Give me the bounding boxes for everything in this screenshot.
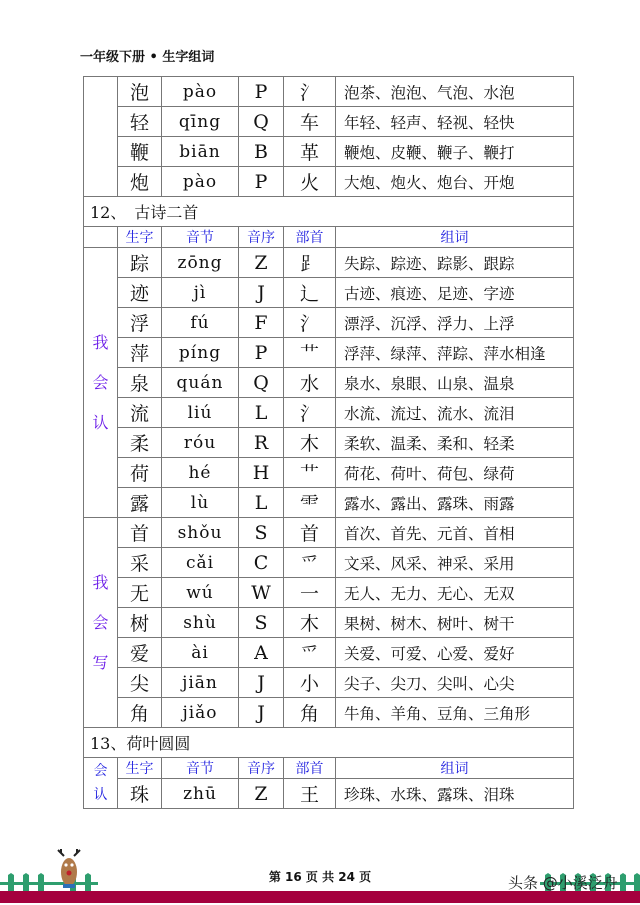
lesson-title: 12、 古诗二首 xyxy=(84,197,574,227)
side-label-char: 认 xyxy=(92,412,109,432)
words-cell: 露水、露出、露珠、雨露 xyxy=(336,488,574,518)
pinyin-cell: wú xyxy=(162,578,239,608)
pinyin-cell: liú xyxy=(162,398,239,428)
char-cell: 柔 xyxy=(118,428,162,458)
table-row xyxy=(84,488,574,518)
pinyin-cell: quán xyxy=(162,368,239,398)
table-row xyxy=(84,107,574,137)
table-row xyxy=(84,308,574,338)
column-header: 部首 xyxy=(284,758,336,779)
table-row xyxy=(84,248,574,278)
radical-cell: 艹 xyxy=(284,458,336,488)
char-cell: 踪 xyxy=(118,248,162,278)
words-cell: 尖子、尖刀、尖叫、心尖 xyxy=(336,668,574,698)
char-cell: 轻 xyxy=(118,107,162,137)
words-cell: 柔软、温柔、柔和、轻柔 xyxy=(336,428,574,458)
words-cell: 年轻、轻声、轻视、轻快 xyxy=(336,107,574,137)
char-cell: 露 xyxy=(118,488,162,518)
words-cell: 鞭炮、皮鞭、鞭子、鞭打 xyxy=(336,137,574,167)
table-row xyxy=(84,779,574,809)
radical-cell: 角 xyxy=(284,698,336,728)
side-label xyxy=(84,77,118,197)
table-row xyxy=(84,137,574,167)
initial-cell: S xyxy=(239,608,284,638)
side-label xyxy=(84,758,118,809)
char-cell: 迹 xyxy=(118,278,162,308)
words-cell: 珍珠、水珠、露珠、泪珠 xyxy=(336,779,574,809)
words-cell: 水流、流过、流水、流泪 xyxy=(336,398,574,428)
words-cell: 泡茶、泡泡、气泡、水泡 xyxy=(336,77,574,107)
radical-cell: ⻗ xyxy=(284,488,336,518)
initial-cell: J xyxy=(239,278,284,308)
column-header: 组词 xyxy=(336,758,574,779)
pinyin-cell: biān xyxy=(162,137,239,167)
column-header: 音节 xyxy=(162,227,239,248)
column-header-row xyxy=(84,227,574,248)
radical-cell: 木 xyxy=(284,608,336,638)
table-row xyxy=(84,578,574,608)
side-label xyxy=(84,518,118,728)
pinyin-cell: shǒu xyxy=(162,518,239,548)
side-label xyxy=(84,248,118,518)
initial-cell: A xyxy=(239,638,284,668)
side-label-char: 会 xyxy=(92,372,109,392)
side-label-blank xyxy=(84,227,118,248)
initial-cell: L xyxy=(239,488,284,518)
radical-cell: 木 xyxy=(284,428,336,458)
initial-cell: Z xyxy=(239,248,284,278)
radical-cell: 王 xyxy=(284,779,336,809)
char-cell: 炮 xyxy=(118,167,162,197)
pinyin-cell: ài xyxy=(162,638,239,668)
side-label-char: 写 xyxy=(92,652,109,672)
char-cell: 树 xyxy=(118,608,162,638)
initial-cell: P xyxy=(239,338,284,368)
char-cell: 泡 xyxy=(118,77,162,107)
table-row xyxy=(84,518,574,548)
page-header: 一年级下册 • 生字组词 xyxy=(80,50,215,65)
radical-cell: 氵 xyxy=(284,308,336,338)
pinyin-cell: pào xyxy=(162,77,239,107)
char-cell: 尖 xyxy=(118,668,162,698)
radical-cell: 火 xyxy=(284,167,336,197)
pinyin-cell: fú xyxy=(162,308,239,338)
char-cell: 爱 xyxy=(118,638,162,668)
initial-cell: L xyxy=(239,398,284,428)
column-header: 音节 xyxy=(162,758,239,779)
radical-cell: ⻊ xyxy=(284,248,336,278)
radical-cell: 艹 xyxy=(284,338,336,368)
initial-cell: H xyxy=(239,458,284,488)
words-cell: 漂浮、沉浮、浮力、上浮 xyxy=(336,308,574,338)
radical-cell: 氵 xyxy=(284,398,336,428)
initial-cell: J xyxy=(239,698,284,728)
table-row xyxy=(84,338,574,368)
table-row xyxy=(84,278,574,308)
pinyin-cell: róu xyxy=(162,428,239,458)
char-cell: 角 xyxy=(118,698,162,728)
table-row xyxy=(84,167,574,197)
char-cell: 浮 xyxy=(118,308,162,338)
table-row xyxy=(84,668,574,698)
radical-cell: 爫 xyxy=(284,548,336,578)
lesson-title: 13、荷叶圆圆 xyxy=(84,728,574,758)
pinyin-cell: jiān xyxy=(162,668,239,698)
initial-cell: R xyxy=(239,428,284,458)
column-header-row xyxy=(84,758,574,779)
pinyin-cell: píng xyxy=(162,338,239,368)
radical-cell: 小 xyxy=(284,668,336,698)
initial-cell: W xyxy=(239,578,284,608)
table-row xyxy=(84,458,574,488)
char-cell: 泉 xyxy=(118,368,162,398)
words-cell: 泉水、泉眼、山泉、温泉 xyxy=(336,368,574,398)
column-header: 部首 xyxy=(284,227,336,248)
initial-cell: S xyxy=(239,518,284,548)
radical-cell: 革 xyxy=(284,137,336,167)
radical-cell: 一 xyxy=(284,578,336,608)
words-cell: 荷花、荷叶、荷包、绿荷 xyxy=(336,458,574,488)
radical-cell: 氵 xyxy=(284,77,336,107)
initial-cell: P xyxy=(239,167,284,197)
initial-cell: F xyxy=(239,308,284,338)
column-header: 生字 xyxy=(118,227,162,248)
table-row xyxy=(84,548,574,578)
pinyin-cell: zōng xyxy=(162,248,239,278)
pinyin-cell: zhū xyxy=(162,779,239,809)
radical-cell: 水 xyxy=(284,368,336,398)
side-label-char: 会 xyxy=(92,612,109,632)
words-cell: 大炮、炮火、炮台、开炮 xyxy=(336,167,574,197)
radical-cell: 首 xyxy=(284,518,336,548)
initial-cell: Q xyxy=(239,107,284,137)
words-cell: 首次、首先、元首、首相 xyxy=(336,518,574,548)
words-cell: 文采、风采、神采、采用 xyxy=(336,548,574,578)
initial-cell: Z xyxy=(239,779,284,809)
lesson-heading-row xyxy=(84,197,574,227)
char-cell: 萍 xyxy=(118,338,162,368)
column-header: 音序 xyxy=(239,227,284,248)
radical-cell: 车 xyxy=(284,107,336,137)
char-cell: 无 xyxy=(118,578,162,608)
column-header: 生字 xyxy=(118,758,162,779)
table-row xyxy=(84,398,574,428)
column-header: 音序 xyxy=(239,758,284,779)
radical-cell: 爫 xyxy=(284,638,336,668)
pinyin-cell: jì xyxy=(162,278,239,308)
initial-cell: J xyxy=(239,668,284,698)
pinyin-cell: hé xyxy=(162,458,239,488)
char-cell: 流 xyxy=(118,398,162,428)
words-cell: 关爱、可爱、心爱、爱好 xyxy=(336,638,574,668)
radical-cell: ⻌ xyxy=(284,278,336,308)
lesson-heading-row xyxy=(84,728,574,758)
side-label-char: 我 xyxy=(92,572,109,592)
side-label-char: 我 xyxy=(92,332,109,352)
char-cell: 鞭 xyxy=(118,137,162,167)
pinyin-cell: lù xyxy=(162,488,239,518)
words-cell: 牛角、羊角、豆角、三角形 xyxy=(336,698,574,728)
pinyin-cell: jiǎo xyxy=(162,698,239,728)
pinyin-cell: pào xyxy=(162,167,239,197)
char-cell: 采 xyxy=(118,548,162,578)
table-row xyxy=(84,608,574,638)
words-cell: 果树、树木、树叶、树干 xyxy=(336,608,574,638)
column-header: 组词 xyxy=(336,227,574,248)
char-cell: 荷 xyxy=(118,458,162,488)
vocab-table xyxy=(83,76,574,809)
initial-cell: B xyxy=(239,137,284,167)
watermark: 头条 @小溪泛舟 xyxy=(508,874,618,892)
table-row xyxy=(84,77,574,107)
words-cell: 失踪、踪迹、踪影、跟踪 xyxy=(336,248,574,278)
words-cell: 古迹、痕迹、足迹、字迹 xyxy=(336,278,574,308)
pinyin-cell: shù xyxy=(162,608,239,638)
initial-cell: C xyxy=(239,548,284,578)
char-cell: 首 xyxy=(118,518,162,548)
side-label-char: 认 xyxy=(93,787,108,803)
page-number: 第 16 页 共 24 页 xyxy=(268,870,372,884)
words-cell: 无人、无力、无心、无双 xyxy=(336,578,574,608)
table-row xyxy=(84,428,574,458)
initial-cell: Q xyxy=(239,368,284,398)
words-cell: 浮萍、绿萍、萍踪、萍水相逢 xyxy=(336,338,574,368)
side-label-char: 会 xyxy=(93,763,108,779)
table-row xyxy=(84,638,574,668)
char-cell: 珠 xyxy=(118,779,162,809)
initial-cell: P xyxy=(239,77,284,107)
table-row xyxy=(84,698,574,728)
pinyin-cell: qīng xyxy=(162,107,239,137)
pinyin-cell: cǎi xyxy=(162,548,239,578)
table-row xyxy=(84,368,574,398)
